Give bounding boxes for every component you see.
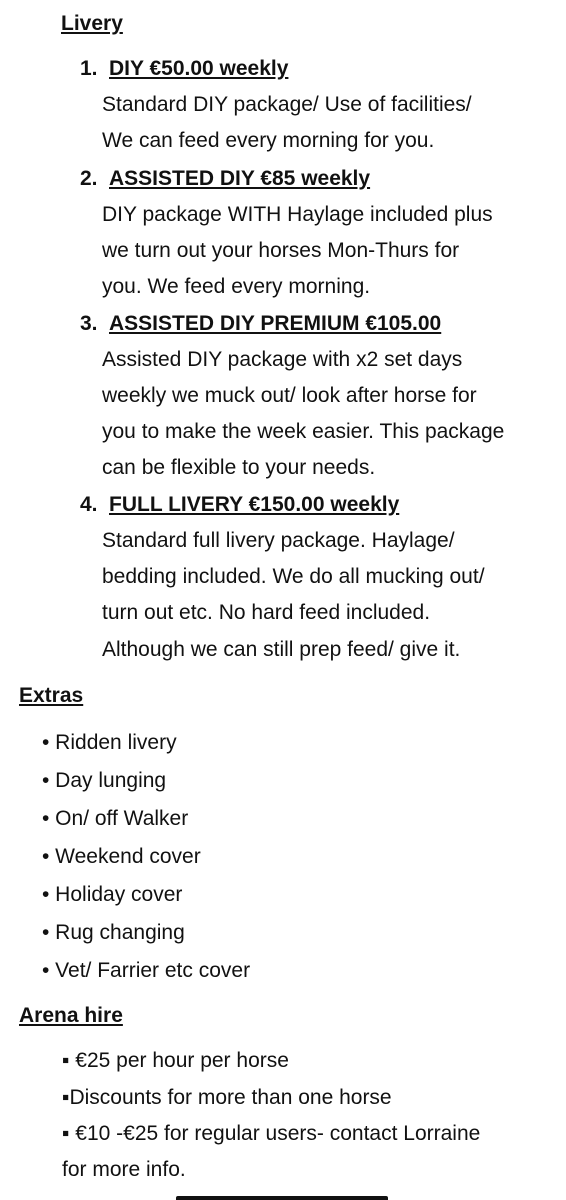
package-text: Standard full livery package. Haylage/	[102, 529, 455, 552]
package-title: ASSISTED DIY €85 weekly	[109, 167, 371, 190]
package-number: 1.	[80, 57, 98, 80]
arena-line: ▪Discounts for more than one horse	[62, 1086, 392, 1109]
extras-item: • Weekend cover	[42, 845, 201, 868]
package-text: you to make the week easier. This package	[102, 420, 505, 443]
package-text: Standard DIY package/ Use of facilities/	[102, 93, 472, 116]
package-title: FULL LIVERY €150.00 weekly	[109, 493, 400, 516]
package-number: 2.	[80, 167, 98, 190]
extras-item: • Ridden livery	[42, 731, 177, 754]
extras-item: • Holiday cover	[42, 883, 183, 906]
extras-item: • Rug changing	[42, 921, 185, 944]
package-title: ASSISTED DIY PREMIUM €105.00	[109, 312, 442, 335]
arena-hire-heading: Arena hire	[19, 1004, 123, 1027]
package-text: Assisted DIY package with x2 set days	[102, 348, 463, 371]
arena-line: for more info.	[62, 1158, 186, 1181]
extras-item: • Vet/ Farrier etc cover	[42, 959, 251, 982]
package-text: DIY package WITH Haylage included plus	[102, 203, 493, 226]
package-text: you. We feed every morning.	[102, 275, 371, 298]
package-number: 4.	[80, 493, 98, 516]
extras-item: • Day lunging	[42, 769, 167, 792]
package-number: 3.	[80, 312, 98, 335]
home-indicator[interactable]	[176, 1196, 388, 1200]
package-text: can be flexible to your needs.	[102, 456, 376, 479]
arena-line: ▪ €10 -€25 for regular users- contact Lorraine	[62, 1122, 481, 1145]
package-title: DIY €50.00 weekly	[109, 57, 289, 80]
extras-item: • On/ off Walker	[42, 807, 189, 830]
livery-heading: Livery	[61, 12, 123, 35]
package-text: turn out etc. No hard feed included.	[102, 601, 431, 624]
package-text: We can feed every morning for you.	[102, 129, 435, 152]
package-text: weekly we muck out/ look after horse for	[102, 384, 477, 407]
package-text: Although we can still prep feed/ give it.	[102, 638, 461, 661]
package-text: bedding included. We do all mucking out/	[102, 565, 485, 588]
extras-heading: Extras	[19, 684, 84, 707]
package-text: we turn out your horses Mon-Thurs for	[102, 239, 460, 262]
arena-line: ▪ €25 per hour per horse	[62, 1049, 289, 1072]
